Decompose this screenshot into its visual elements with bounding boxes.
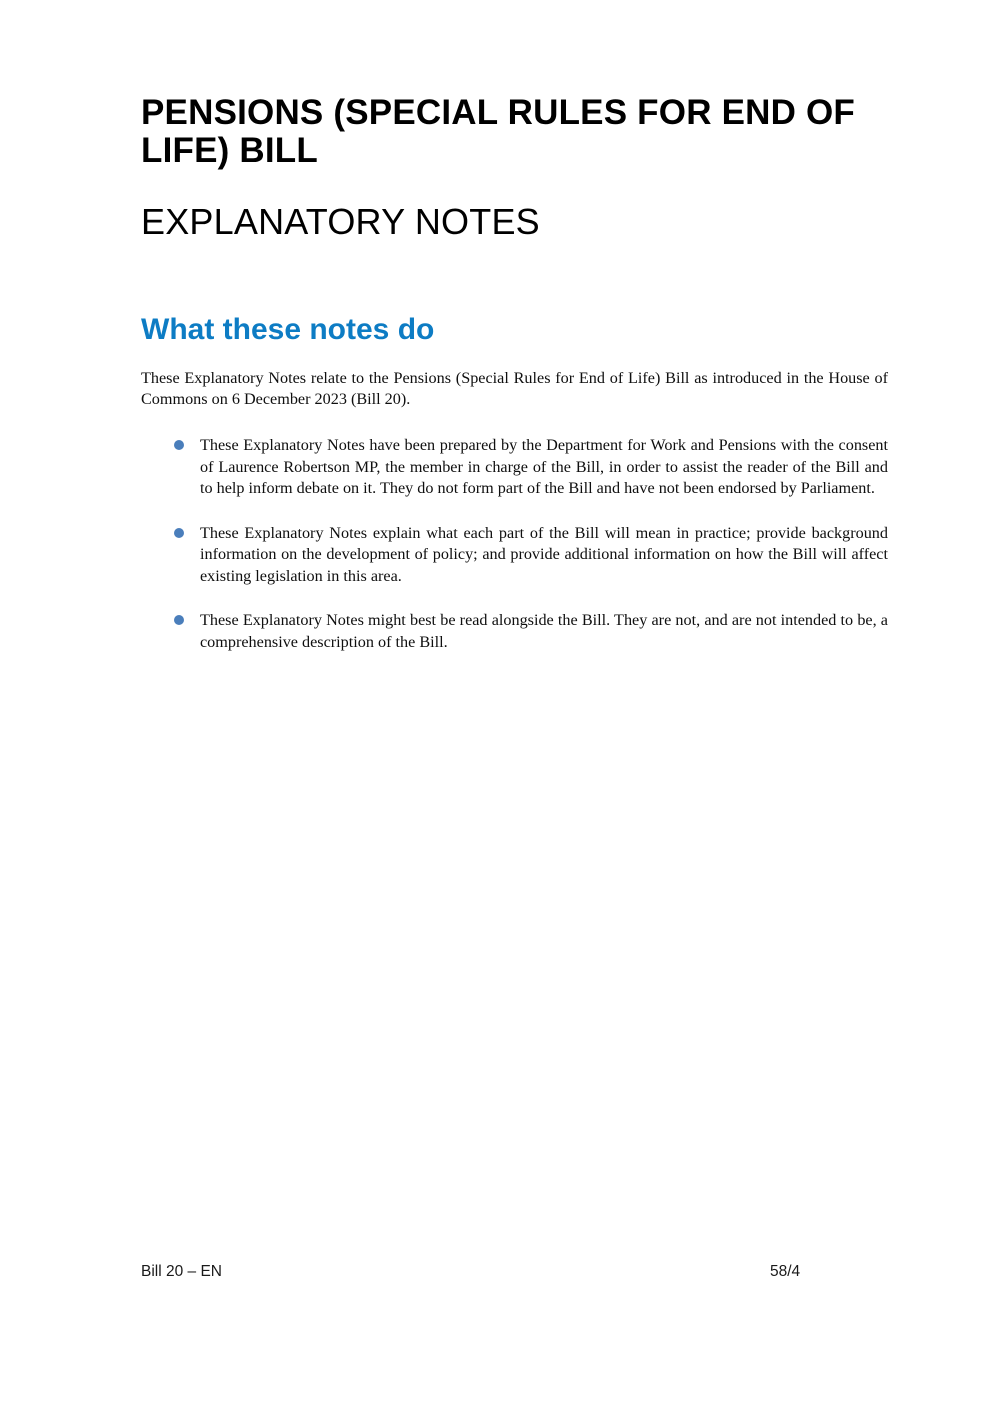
page-content: [141, 0, 888, 676]
bullet-item: [141, 435, 888, 500]
bullet-item: [141, 523, 888, 588]
bullet-text: These Explanatory Notes have been prepared by the Department for Work and Pensions with the consent of Laurence Robertson MP, the member in charge of the Bill, in order to assist the reader of the Bill and to help inform debate on it. They do not form part of the Bill and have not been endorsed by Parliament.: [200, 436, 888, 497]
bullet-text: These Explanatory Notes explain what each part of the Bill will mean in practice; provide background information on the development of policy; and provide additional information on how the Bill will affect existing legislation in this area.: [200, 523, 888, 585]
document-subtitle: EXPLANATORY NOTES: [141, 201, 540, 242]
bullet-list: [141, 435, 888, 653]
bullet-dot-icon: [174, 440, 184, 450]
footer-bill-number: Bill 20 – EN: [141, 1263, 222, 1280]
bullet-text: These Explanatory Notes might best be read alongside the Bill. They are not, and are not intended to be, a comprehensive description of the Bill.: [200, 611, 888, 651]
footer-serial-number: 58/4: [770, 1263, 801, 1280]
bullet-dot-icon: [174, 615, 184, 625]
bullet-item: [141, 610, 888, 653]
bill-title: PENSIONS (SPECIAL RULES FOR END OF LIFE) BILL: [141, 93, 856, 170]
intro-paragraph: These Explanatory Notes relate to the Pensions (Special Rules for End of Life) Bill as introduced in the House of Commons on 6 December 2023 (Bill 20).: [141, 369, 888, 408]
section-heading: What these notes do: [141, 313, 435, 346]
bullet-dot-icon: [174, 528, 184, 538]
page-footer: [141, 1261, 888, 1283]
